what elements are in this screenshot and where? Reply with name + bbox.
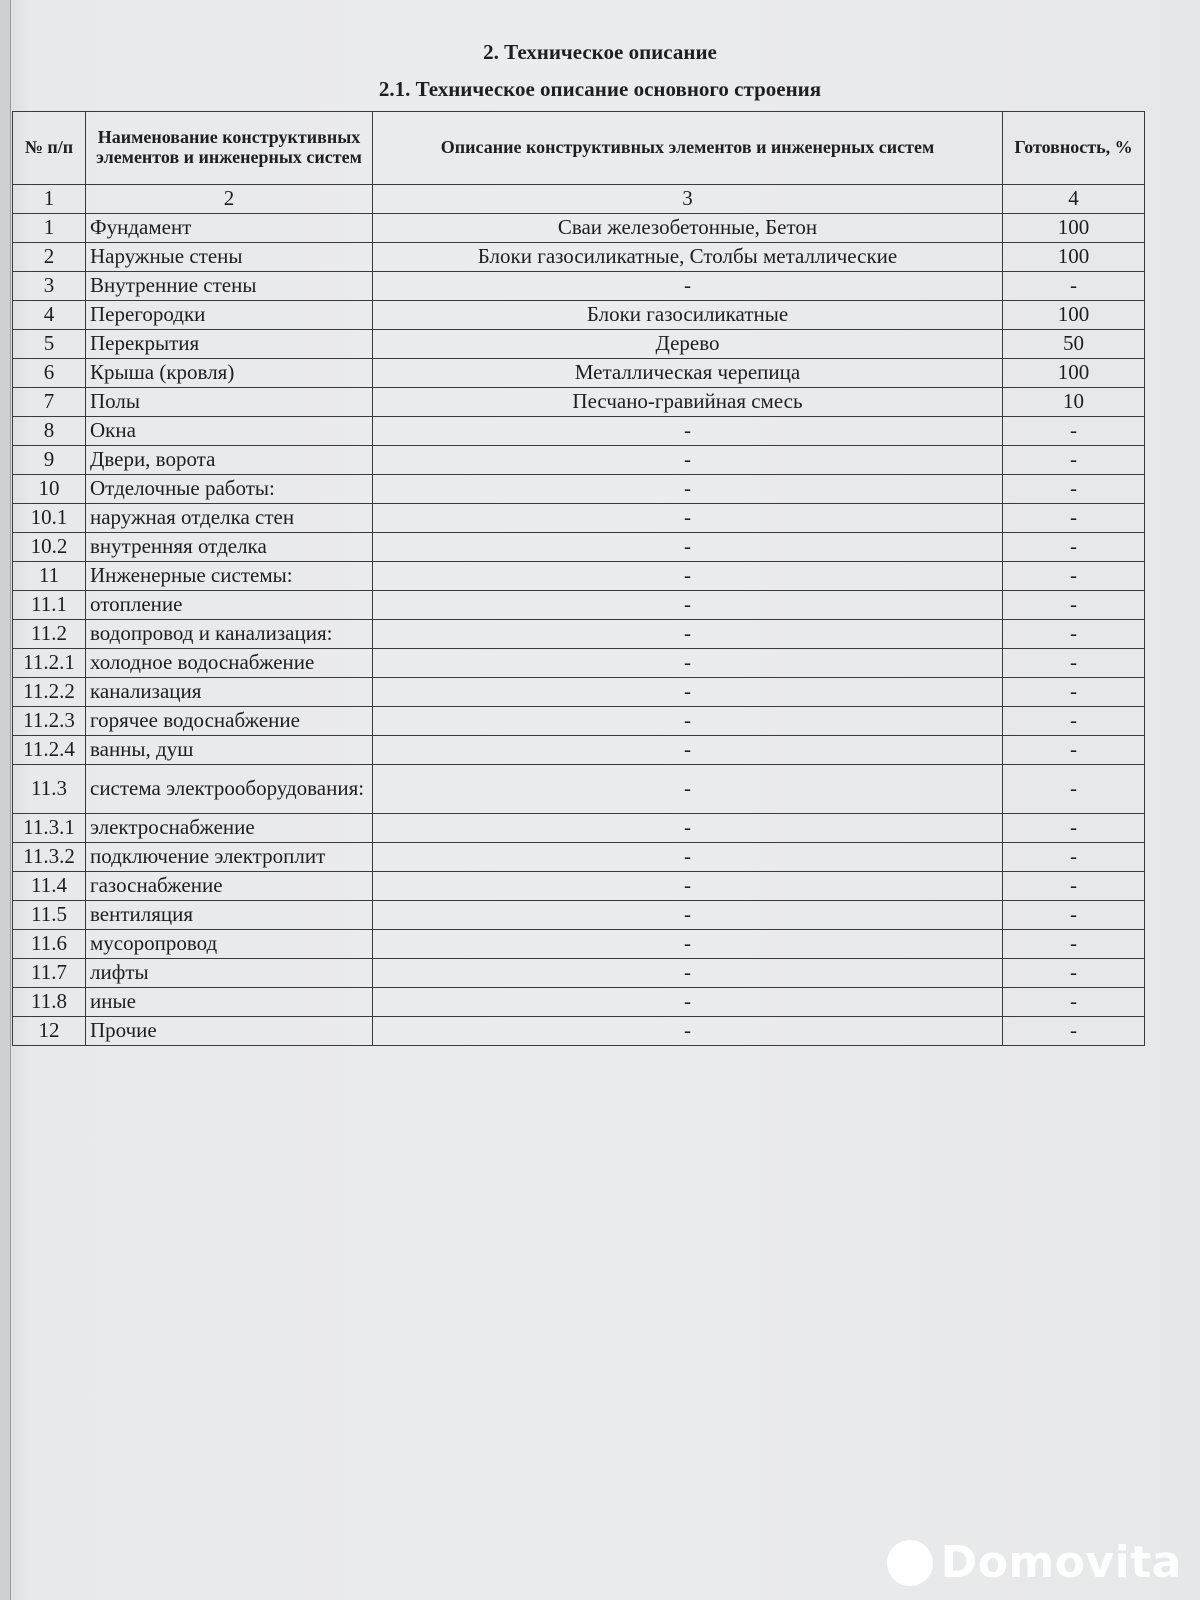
row-number: 7: [13, 388, 86, 417]
element-description: -: [373, 988, 1003, 1017]
row-number: 11.2: [13, 620, 86, 649]
table-row: [13, 988, 1145, 1017]
row-number: 11.2.3: [13, 707, 86, 736]
table-row: [13, 1017, 1145, 1046]
element-description: -: [373, 649, 1003, 678]
column-number: 3: [373, 185, 1003, 214]
readiness-percent: 100: [1003, 301, 1145, 330]
row-number: 3: [13, 272, 86, 301]
readiness-percent: -: [1003, 959, 1145, 988]
table-row: [13, 591, 1145, 620]
element-name: Перекрытия: [86, 330, 373, 359]
readiness-percent: -: [1003, 988, 1145, 1017]
row-number: 6: [13, 359, 86, 388]
element-description: Металлическая черепица: [373, 359, 1003, 388]
header-number: № п/п: [13, 112, 86, 185]
row-number: 11.8: [13, 988, 86, 1017]
readiness-percent: -: [1003, 843, 1145, 872]
table-row: [13, 417, 1145, 446]
row-number: 10: [13, 475, 86, 504]
readiness-percent: -: [1003, 620, 1145, 649]
element-name: холодное водоснабжение: [86, 649, 373, 678]
table-row: [13, 359, 1145, 388]
element-name: газоснабжение: [86, 872, 373, 901]
table-row: [13, 446, 1145, 475]
element-description: -: [373, 272, 1003, 301]
element-description: -: [373, 533, 1003, 562]
element-description: -: [373, 843, 1003, 872]
table-row: [13, 533, 1145, 562]
readiness-percent: -: [1003, 707, 1145, 736]
readiness-percent: -: [1003, 562, 1145, 591]
row-number: 11.2.4: [13, 736, 86, 765]
table-row: [13, 301, 1145, 330]
row-number: 11.3.2: [13, 843, 86, 872]
readiness-percent: -: [1003, 736, 1145, 765]
section-title: 2. Техническое описание: [483, 40, 717, 64]
watermark: [887, 1537, 1182, 1588]
element-description: Сваи железобетонные, Бетон: [373, 214, 1003, 243]
table-row: [13, 562, 1145, 591]
element-description: Дерево: [373, 330, 1003, 359]
row-number: 11.5: [13, 901, 86, 930]
table-row: [13, 901, 1145, 930]
table-row: [13, 214, 1145, 243]
row-number: 11.3: [13, 765, 86, 814]
readiness-percent: 50: [1003, 330, 1145, 359]
element-name: внутренняя отделка: [86, 533, 373, 562]
table-row: [13, 330, 1145, 359]
element-description: -: [373, 562, 1003, 591]
element-name: система электрооборудования:: [86, 765, 373, 814]
element-name: водопровод и канализация:: [86, 620, 373, 649]
row-number: 11: [13, 562, 86, 591]
table-row: [13, 388, 1145, 417]
row-number: 10.2: [13, 533, 86, 562]
row-number: 4: [13, 301, 86, 330]
element-description: -: [373, 475, 1003, 504]
element-description: -: [373, 872, 1003, 901]
element-description: -: [373, 930, 1003, 959]
element-name: ванны, душ: [86, 736, 373, 765]
readiness-percent: -: [1003, 1017, 1145, 1046]
readiness-percent: 100: [1003, 359, 1145, 388]
table-row: [13, 959, 1145, 988]
table-row: [13, 678, 1145, 707]
element-name: канализация: [86, 678, 373, 707]
technical-description-table: [12, 111, 1145, 1046]
element-description: -: [373, 959, 1003, 988]
element-name: Перегородки: [86, 301, 373, 330]
row-number: 9: [13, 446, 86, 475]
table-row: [13, 475, 1145, 504]
element-name: горячее водоснабжение: [86, 707, 373, 736]
element-description: -: [373, 620, 1003, 649]
element-description: -: [373, 765, 1003, 814]
element-description: Блоки газосиликатные: [373, 301, 1003, 330]
element-description: Блоки газосиликатные, Столбы металлические: [373, 243, 1003, 272]
element-description: -: [373, 707, 1003, 736]
element-name: Наружные стены: [86, 243, 373, 272]
element-description: -: [373, 678, 1003, 707]
readiness-percent: -: [1003, 533, 1145, 562]
readiness-percent: -: [1003, 272, 1145, 301]
readiness-percent: -: [1003, 591, 1145, 620]
element-name: лифты: [86, 959, 373, 988]
row-number: 12: [13, 1017, 86, 1046]
page-left-edge: [0, 0, 11, 1600]
element-description: -: [373, 1017, 1003, 1046]
domovita-logo-circle-icon: [887, 1540, 933, 1586]
readiness-percent: -: [1003, 649, 1145, 678]
table-row: [13, 649, 1145, 678]
table-row: [13, 814, 1145, 843]
element-name: Окна: [86, 417, 373, 446]
element-name: Крыша (кровля): [86, 359, 373, 388]
table-row: [13, 736, 1145, 765]
readiness-percent: -: [1003, 417, 1145, 446]
row-number: 11.3.1: [13, 814, 86, 843]
element-description: -: [373, 446, 1003, 475]
table-row: [13, 243, 1145, 272]
element-name: отопление: [86, 591, 373, 620]
element-name: Отделочные работы:: [86, 475, 373, 504]
element-name: Фундамент: [86, 214, 373, 243]
element-name: Инженерные системы:: [86, 562, 373, 591]
readiness-percent: -: [1003, 930, 1145, 959]
element-name: вентиляция: [86, 901, 373, 930]
row-number: 11.1: [13, 591, 86, 620]
column-number: 1: [13, 185, 86, 214]
readiness-percent: -: [1003, 901, 1145, 930]
column-number: 4: [1003, 185, 1145, 214]
readiness-percent: 10: [1003, 388, 1145, 417]
element-name: электроснабжение: [86, 814, 373, 843]
element-name: мусоропровод: [86, 930, 373, 959]
column-number-row: [13, 185, 1145, 214]
row-number: 8: [13, 417, 86, 446]
row-number: 11.4: [13, 872, 86, 901]
element-name: наружная отделка стен: [86, 504, 373, 533]
readiness-percent: 100: [1003, 214, 1145, 243]
watermark-text: Domovita: [940, 1537, 1182, 1588]
table-row: [13, 620, 1145, 649]
element-description: -: [373, 504, 1003, 533]
row-number: 11.2.1: [13, 649, 86, 678]
element-description: -: [373, 814, 1003, 843]
row-number: 10.1: [13, 504, 86, 533]
row-number: 2: [13, 243, 86, 272]
readiness-percent: -: [1003, 504, 1145, 533]
row-number: 1: [13, 214, 86, 243]
element-name: подключение электроплит: [86, 843, 373, 872]
readiness-percent: -: [1003, 446, 1145, 475]
header-element-name: Наименование конструктивных элементов и инженерных систем: [86, 112, 373, 185]
table-row: [13, 504, 1145, 533]
element-description: Песчано-гравийная смесь: [373, 388, 1003, 417]
readiness-percent: -: [1003, 814, 1145, 843]
element-name: Двери, ворота: [86, 446, 373, 475]
header-description: Описание конструктивных элементов и инженерных систем: [373, 112, 1003, 185]
subsection-title: 2.1. Техническое описание основного строения: [378, 77, 822, 101]
element-name: Полы: [86, 388, 373, 417]
readiness-percent: -: [1003, 765, 1145, 814]
readiness-percent: -: [1003, 872, 1145, 901]
readiness-percent: 100: [1003, 243, 1145, 272]
table-row: [13, 930, 1145, 959]
element-name: Внутренние стены: [86, 272, 373, 301]
row-number: 11.6: [13, 930, 86, 959]
row-number: 11.7: [13, 959, 86, 988]
element-description: -: [373, 736, 1003, 765]
table-row: [13, 872, 1145, 901]
table-row: [13, 707, 1145, 736]
readiness-percent: -: [1003, 678, 1145, 707]
element-name: Прочие: [86, 1017, 373, 1046]
header-readiness: Готовность, %: [1003, 112, 1145, 185]
row-number: 11.2.2: [13, 678, 86, 707]
row-number: 5: [13, 330, 86, 359]
element-description: -: [373, 417, 1003, 446]
readiness-percent: -: [1003, 475, 1145, 504]
element-description: -: [373, 591, 1003, 620]
table-row: [13, 272, 1145, 301]
element-description: -: [373, 901, 1003, 930]
element-name: иные: [86, 988, 373, 1017]
table-row: [13, 765, 1145, 814]
column-number: 2: [86, 185, 373, 214]
header-row: [13, 112, 1145, 185]
table-row: [13, 843, 1145, 872]
